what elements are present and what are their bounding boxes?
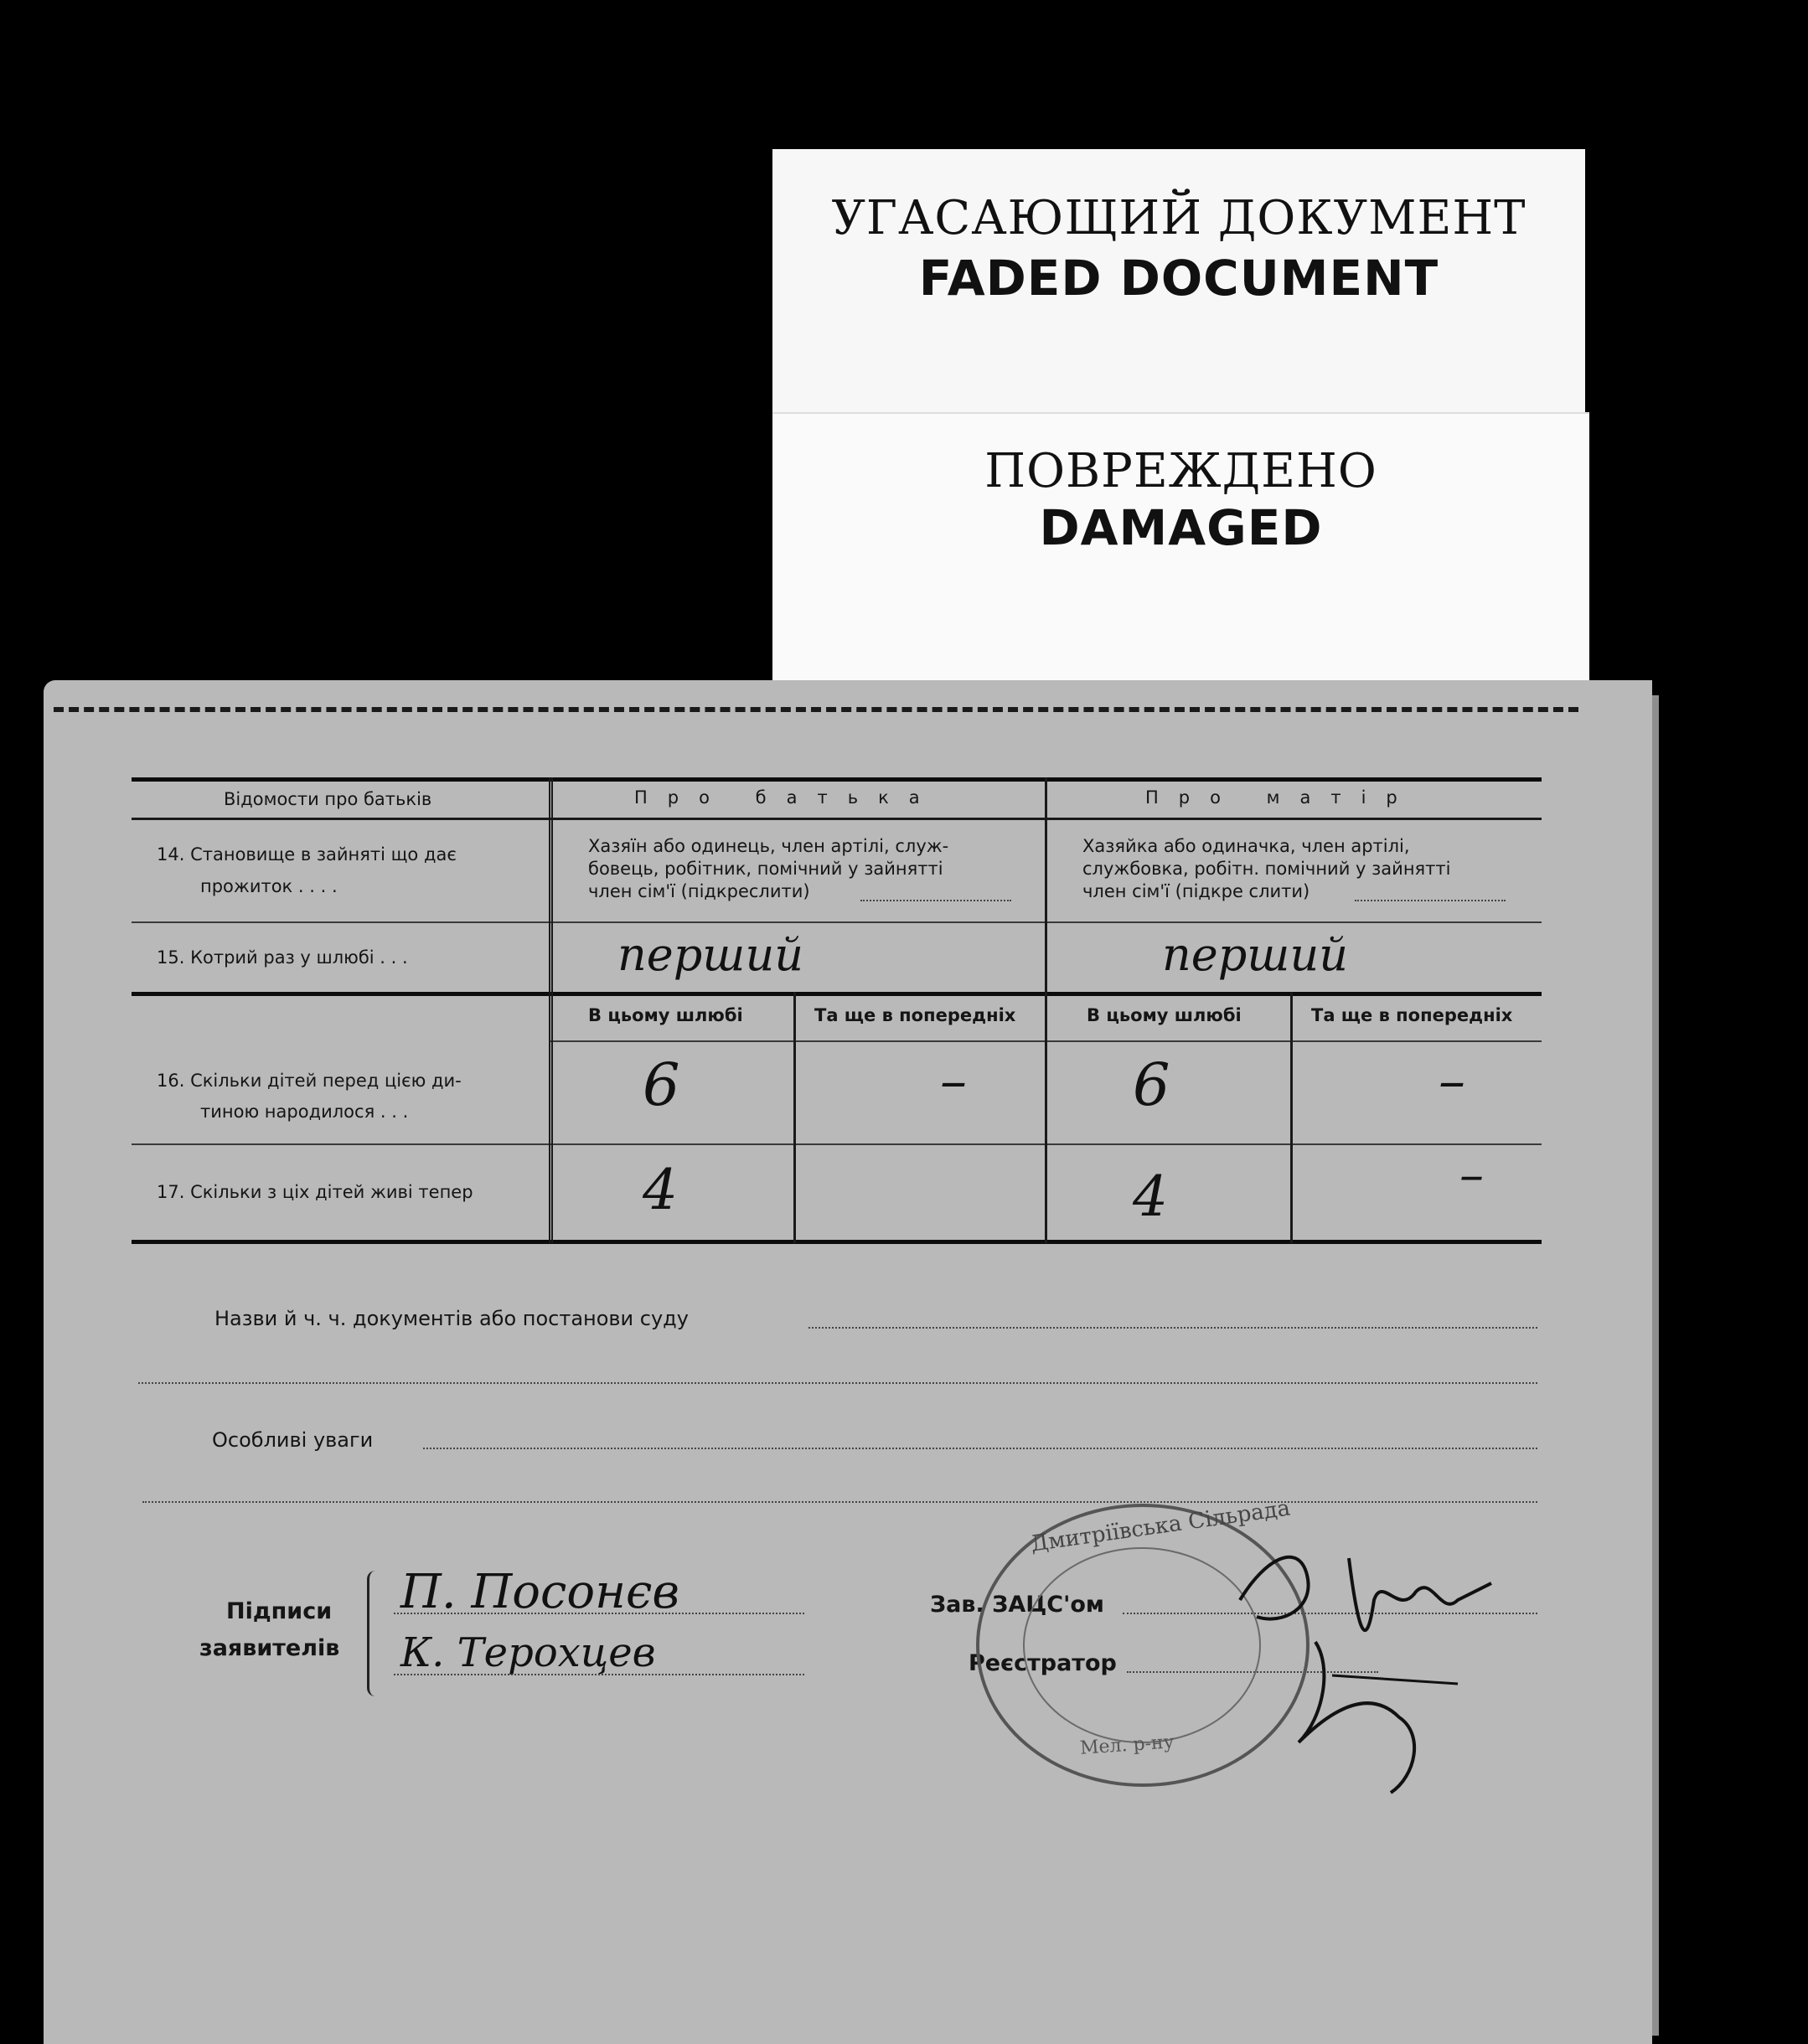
row15-label: 15. Котрий раз у шлюбі . . . bbox=[157, 947, 408, 968]
row16-father-prev: – bbox=[940, 1050, 967, 1112]
header-parents: Відомости про батьків bbox=[224, 789, 432, 809]
official-stamp: Дмитріївська Сільрада Мел. р-ну bbox=[976, 1504, 1310, 1787]
header-father: Про батька bbox=[634, 787, 940, 808]
header-mother: Про матір bbox=[1145, 787, 1418, 808]
row15-mother-value: перший bbox=[1162, 928, 1349, 981]
signature-2-line bbox=[394, 1674, 804, 1675]
sub-mother-previous: Та ще в попередніх bbox=[1311, 1005, 1513, 1025]
notes-label: Особливі уваги bbox=[212, 1428, 374, 1452]
signature-1: П. Посонєв bbox=[400, 1565, 679, 1619]
row14-father-line1: Хазяїн або одинець, член артілі, служ- bbox=[588, 836, 949, 856]
row17-mother-prev: – bbox=[1459, 1146, 1484, 1203]
row17-father-this: 4 bbox=[643, 1158, 678, 1222]
row16-mother-prev: – bbox=[1439, 1050, 1465, 1112]
row16-label-line2: тиною народилося . . . bbox=[200, 1102, 409, 1122]
row17-mother-this: 4 bbox=[1133, 1164, 1168, 1229]
signature-1-line bbox=[394, 1613, 804, 1614]
parents-table bbox=[132, 777, 1542, 1243]
damaged-document-label bbox=[772, 412, 1589, 680]
head-label: Зав. ЗАЦС'ом bbox=[930, 1592, 1104, 1618]
official-signatures bbox=[1206, 1525, 1525, 1809]
signatures-label-line1: Підписи bbox=[226, 1598, 333, 1624]
damaged-label-en: DAMAGED bbox=[1039, 499, 1323, 556]
documents-line-2 bbox=[138, 1382, 1537, 1384]
registrar-label: Реєстратор bbox=[969, 1650, 1117, 1676]
row15-father-value: перший bbox=[617, 928, 804, 981]
documents-line bbox=[808, 1327, 1537, 1329]
row14-mother-line3: член сім'ї (підкре слити) bbox=[1082, 881, 1310, 901]
faded-document-label bbox=[772, 149, 1585, 426]
row16-father-this: 6 bbox=[643, 1050, 680, 1119]
damaged-label-ru: ПОВРЕЖДЕНО bbox=[984, 444, 1377, 498]
documents-label: Назви й ч. ч. документів або постанови суду bbox=[214, 1307, 689, 1330]
signatures-label-line2: заявителів bbox=[199, 1635, 340, 1661]
row14-father-line2: бовець, робітник, помічний у зайнятті bbox=[588, 859, 943, 879]
sub-father-this-marriage: В цьому шлюбі bbox=[588, 1005, 743, 1025]
row16-label-line1: 16. Скільки дітей перед цією ди- bbox=[157, 1071, 462, 1091]
signatures-brace bbox=[367, 1571, 381, 1696]
row16-mother-this: 6 bbox=[1133, 1050, 1170, 1119]
row14-label-line1: 14. Становище в зайняті що дає bbox=[157, 844, 457, 865]
row14-mother-line2: службовка, робітн. помічний у зайнятті bbox=[1082, 859, 1451, 879]
faded-label-ru: УГАСАЮЩИЙ ДОКУМЕНТ bbox=[831, 191, 1526, 245]
faded-label-en: FADED DOCUMENT bbox=[918, 250, 1439, 307]
row17-label: 17. Скільки з ціх дітей живі тепер bbox=[157, 1182, 473, 1202]
sub-father-previous: Та ще в попередніх bbox=[814, 1005, 1016, 1025]
notes-line-2 bbox=[142, 1501, 1537, 1503]
row14-father-line3: член сім'ї (підкреслити) bbox=[588, 881, 810, 901]
row14-mother-line1: Хазяйка або одиначка, член артілі, bbox=[1082, 836, 1410, 856]
perforation-line bbox=[54, 707, 1578, 712]
sub-mother-this-marriage: В цьому шлюбі bbox=[1087, 1005, 1242, 1025]
row14-label-line2: прожиток . . . . bbox=[200, 876, 338, 896]
notes-line bbox=[423, 1448, 1537, 1449]
signature-2: К. Терохцев bbox=[400, 1629, 656, 1676]
